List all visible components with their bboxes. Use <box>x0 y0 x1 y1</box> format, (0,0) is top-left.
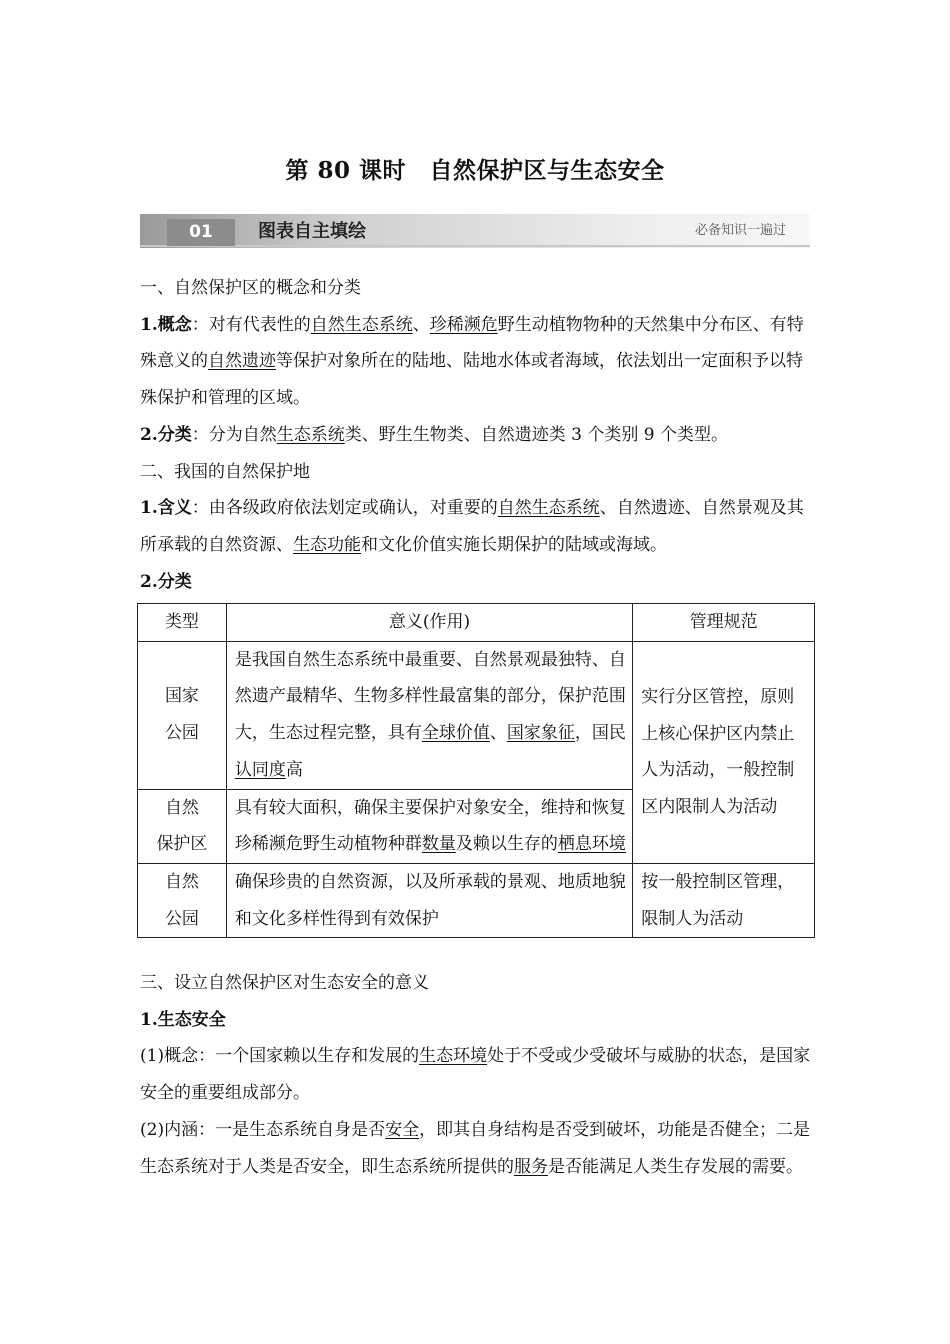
answer-blank: 国家象征 <box>506 723 575 744</box>
text: 是我国自然生态系统中最重要、自然景观最独特、自然遗产最精华、生物多样性最富集的部分，保护范围大，生态过程完整，具有 <box>234 649 626 744</box>
answer-blank: 珍稀濒危 <box>429 314 498 335</box>
type-national-park <box>138 641 227 789</box>
text: (2)内涵：一是生态系统自身是否 <box>140 1119 386 1140</box>
rule-cell: 按一般控制区管理，限制人为活动 <box>633 863 815 937</box>
banner-underline <box>140 245 810 247</box>
meaning-label: 1.含义 <box>140 498 192 519</box>
protected-area-table <box>137 603 815 938</box>
answer-blank: 生态环境 <box>419 1046 488 1067</box>
text: 具有较大面积，确保主要保护对象安全，维持和恢复珍稀濒危野生动植物种群 <box>234 797 626 855</box>
concept-paragraph <box>140 307 812 417</box>
type-line: 保护区 <box>156 834 208 855</box>
meaning-cell <box>226 641 632 789</box>
eco-concept-paragraph <box>140 1038 812 1111</box>
meaning-paragraph <box>140 490 812 563</box>
lesson-title: 第 80 课时 自然保护区与生态安全 <box>285 157 665 184</box>
type-line: 公园 <box>164 908 199 929</box>
text: 野生动植物物种的天然集中分布区、有特殊意义的 <box>140 314 804 372</box>
content-part-2 <box>140 965 812 1185</box>
content-part-1 <box>140 270 812 600</box>
eco-connotation-paragraph <box>140 1112 812 1185</box>
text: 高 <box>285 759 303 780</box>
section-1-heading: 一、自然保护区的概念和分类 <box>140 278 361 298</box>
table-header-row <box>138 604 815 642</box>
answer-blank: 生态功能 <box>293 534 361 555</box>
table-row <box>138 641 815 789</box>
section-2-heading: 二、我国的自然保护地 <box>140 461 310 482</box>
answer-blank: 数量 <box>421 834 456 855</box>
type-nature-park <box>138 863 227 937</box>
answer-blank: 生态系统 <box>276 424 345 445</box>
text: 、自然遗迹、自然景观及其所承载的自然资源、 <box>140 498 804 555</box>
answer-blank: 服务 <box>514 1156 548 1177</box>
answer-blank: 安全 <box>385 1119 420 1140</box>
classify-paragraph <box>140 417 812 454</box>
banner-number: 01 <box>167 219 235 246</box>
concept-label: 1.概念 <box>140 314 192 335</box>
text: 、 <box>489 723 507 744</box>
eco-security-label: 1.生态安全 <box>140 1009 226 1030</box>
header-type: 类型 <box>138 604 227 642</box>
text: (1)概念：一个国家赖以生存和发展的 <box>140 1046 420 1067</box>
type-line: 自然 <box>164 797 199 818</box>
type-line: 自然 <box>164 871 199 892</box>
section-3-heading: 三、设立自然保护区对生态安全的意义 <box>140 973 429 993</box>
table-row <box>138 863 815 937</box>
answer-blank: 认同度 <box>234 759 286 780</box>
banner-subtitle: 必备知识一遍过 <box>694 223 786 238</box>
text: ，国民 <box>574 723 626 744</box>
text: ：分为自然 <box>191 424 277 445</box>
text: 、 <box>412 314 430 335</box>
text: 和文化价值实施长期保护的陆域或海域。 <box>361 534 667 555</box>
answer-blank: 自然遗迹 <box>208 351 276 372</box>
type-line: 公园 <box>164 723 199 744</box>
classify-label: 2.分类 <box>140 424 192 445</box>
section-banner <box>140 214 810 248</box>
answer-blank: 自然生态系统 <box>310 314 413 335</box>
text: ：对有代表性的 <box>191 314 311 335</box>
text: 及赖以生存的 <box>455 834 558 855</box>
answer-blank: 栖息环境 <box>557 834 626 855</box>
header-rule: 管理规范 <box>633 604 815 642</box>
text: ，即其自身结构是否受到破坏，功能是否健全；二是生态系统对于人类是否安全，即生态系统所提供的 <box>140 1119 811 1177</box>
meaning-cell: 确保珍贵的自然资源，以及所承载的景观、地质地貌和文化多样性得到有效保护 <box>226 863 632 937</box>
classify-2-label: 2.分类 <box>140 571 192 592</box>
text: 处于不受或少受破坏与威胁的状态，是国家安全的重要组成部分。 <box>140 1046 811 1104</box>
answer-blank: 全球价值 <box>421 723 490 744</box>
text: 等保护对象所在的陆地、陆地水体或者海域，依法划出一定面积予以特殊保护和管理的区域。 <box>140 351 803 409</box>
rule-cell-merged: 实行分区管控，原则上核心保护区内禁止人为活动，一般控制区内限制人为活动 <box>633 641 815 863</box>
answer-blank: 自然生态系统 <box>497 498 600 519</box>
text: 是否能满足人类生存发展的需要。 <box>548 1156 803 1177</box>
text: ：由各级政府依法划定或确认，对重要的 <box>191 498 498 519</box>
type-nature-reserve <box>138 789 227 863</box>
type-line: 国家 <box>164 686 199 707</box>
banner-label: 图表自主填绘 <box>258 221 366 242</box>
header-meaning: 意义(作用) <box>226 604 632 642</box>
text: 类、野生生物类、自然遗迹类 3 个类别 9 个类型。 <box>344 424 728 445</box>
meaning-cell <box>226 789 632 863</box>
